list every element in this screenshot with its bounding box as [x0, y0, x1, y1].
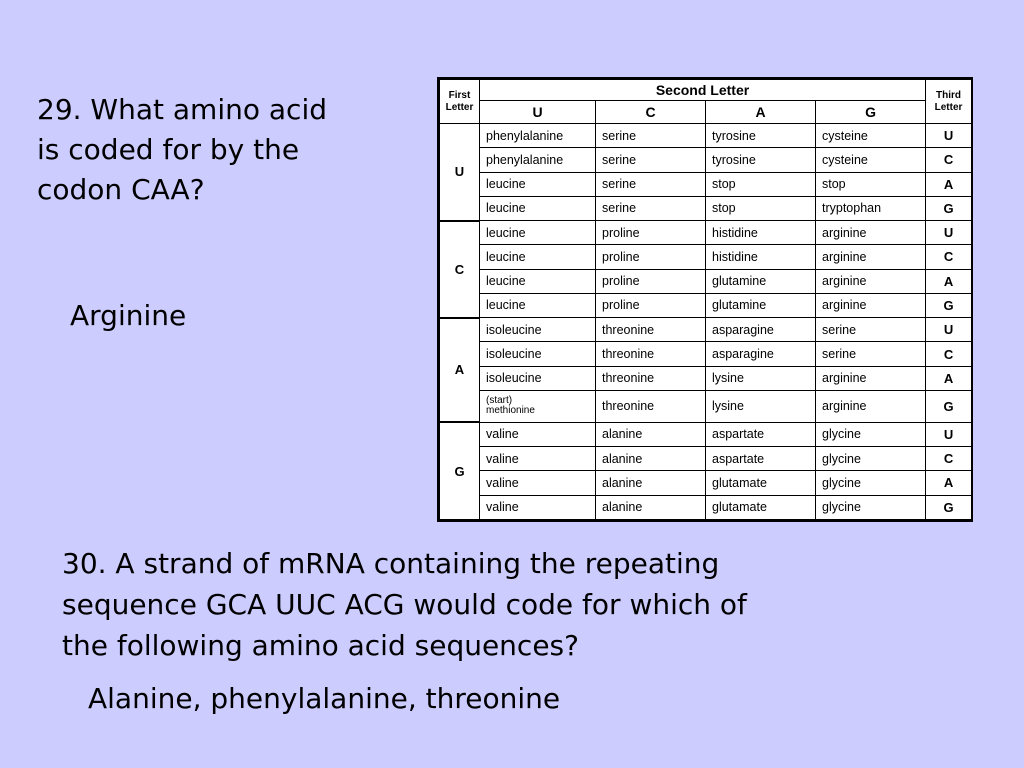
codon-cell: glycine — [816, 422, 926, 446]
codon-cell: cysteine — [816, 124, 926, 148]
question-29-line-1: 29. What amino acid — [37, 93, 327, 126]
codon-cell: tyrosine — [706, 124, 816, 148]
third-letter-cell: G — [926, 390, 972, 422]
third-letter-cell: A — [926, 269, 972, 293]
table-row — [440, 124, 972, 148]
codon-cell: histidine — [706, 221, 816, 245]
table-row — [440, 196, 972, 220]
codon-cell: proline — [596, 221, 706, 245]
codon-cell: leucine — [480, 293, 596, 317]
codon-cell: proline — [596, 293, 706, 317]
codon-cell: isoleucine — [480, 342, 596, 366]
codon-cell: serine — [596, 148, 706, 172]
codon-cell: stop — [706, 196, 816, 220]
first-letter-u: U — [440, 124, 480, 221]
third-letter-cell: C — [926, 342, 972, 366]
codon-cell: leucine — [480, 221, 596, 245]
codon-table-image — [437, 77, 973, 522]
codon-cell: phenylalanine — [480, 124, 596, 148]
table-row — [440, 172, 972, 196]
codon-cell: asparagine — [706, 318, 816, 342]
codon-cell: leucine — [480, 196, 596, 220]
codon-cell: aspartate — [706, 422, 816, 446]
first-letter-header-line-1: First — [448, 89, 471, 101]
table-row — [440, 495, 972, 519]
second-letter-header: Second Letter — [480, 80, 926, 101]
codon-cell: arginine — [816, 269, 926, 293]
codon-cell: glycine — [816, 495, 926, 519]
third-letter-header-line-2: Letter — [934, 101, 963, 113]
codon-cell: lysine — [706, 366, 816, 390]
question-30 — [62, 543, 962, 666]
codon-cell: arginine — [816, 390, 926, 422]
table-row — [440, 318, 972, 342]
codon-cell: cysteine — [816, 148, 926, 172]
codon-cell: threonine — [596, 318, 706, 342]
third-letter-cell: G — [926, 196, 972, 220]
codon-cell: leucine — [480, 245, 596, 269]
codon-cell: threonine — [596, 342, 706, 366]
question-29-line-3: codon CAA? — [37, 173, 205, 206]
codon-cell-start-methionine: (start) methionine — [480, 390, 596, 422]
codon-cell: arginine — [816, 221, 926, 245]
third-letter-cell: U — [926, 318, 972, 342]
codon-cell: glutamine — [706, 269, 816, 293]
table-row — [440, 245, 972, 269]
codon-cell: serine — [596, 196, 706, 220]
answer-29: Arginine — [70, 299, 187, 332]
codon-cell: isoleucine — [480, 318, 596, 342]
codon-cell: glutamate — [706, 471, 816, 495]
codon-cell: proline — [596, 269, 706, 293]
third-letter-cell: U — [926, 422, 972, 446]
codon-cell: arginine — [816, 245, 926, 269]
third-letter-cell: C — [926, 447, 972, 471]
table-row — [440, 221, 972, 245]
third-letter-cell: C — [926, 245, 972, 269]
first-letter-c: C — [440, 221, 480, 318]
codon-cell: valine — [480, 471, 596, 495]
question-30-line-1: 30. A strand of mRNA containing the repeating — [62, 547, 720, 580]
codon-cell: valine — [480, 422, 596, 446]
table-row — [440, 148, 972, 172]
table-row — [440, 269, 972, 293]
codon-cell: lysine — [706, 390, 816, 422]
codon-cell: proline — [596, 245, 706, 269]
codon-cell: glutamine — [706, 293, 816, 317]
third-letter-cell: A — [926, 366, 972, 390]
codon-cell: threonine — [596, 390, 706, 422]
third-letter-cell: C — [926, 148, 972, 172]
codon-cell: histidine — [706, 245, 816, 269]
codon-cell: glycine — [816, 447, 926, 471]
codon-cell: tyrosine — [706, 148, 816, 172]
table-row — [440, 447, 972, 471]
codon-cell: stop — [816, 172, 926, 196]
codon-table — [439, 79, 972, 520]
question-30-line-2: sequence GCA UUC ACG would code for which of — [62, 588, 747, 621]
question-29-line-2: is coded for by the — [37, 133, 300, 166]
codon-cell: stop — [706, 172, 816, 196]
question-29 — [37, 90, 387, 210]
codon-cell: leucine — [480, 172, 596, 196]
third-letter-cell: G — [926, 495, 972, 519]
column-header-a: A — [706, 101, 816, 124]
codon-cell: alanine — [596, 471, 706, 495]
codon-cell: tryptophan — [816, 196, 926, 220]
codon-cell: phenylalanine — [480, 148, 596, 172]
table-row — [440, 293, 972, 317]
codon-cell: glutamate — [706, 495, 816, 519]
table-row — [440, 471, 972, 495]
table-row — [440, 390, 972, 422]
codon-cell: isoleucine — [480, 366, 596, 390]
codon-cell: serine — [596, 172, 706, 196]
codon-cell: arginine — [816, 293, 926, 317]
codon-cell: glycine — [816, 471, 926, 495]
third-letter-cell: U — [926, 124, 972, 148]
codon-cell: valine — [480, 447, 596, 471]
codon-cell: serine — [816, 342, 926, 366]
codon-cell: alanine — [596, 495, 706, 519]
codon-cell: arginine — [816, 366, 926, 390]
first-letter-a: A — [440, 318, 480, 423]
answer-30: Alanine, phenylalanine, threonine — [88, 682, 561, 715]
third-letter-header-line-1: Third — [936, 89, 962, 101]
codon-cell: threonine — [596, 366, 706, 390]
codon-table-body — [440, 124, 972, 520]
codon-cell: aspartate — [706, 447, 816, 471]
codon-cell: asparagine — [706, 342, 816, 366]
codon-cell: alanine — [596, 422, 706, 446]
codon-cell: alanine — [596, 447, 706, 471]
column-header-c: C — [596, 101, 706, 124]
third-letter-cell: U — [926, 221, 972, 245]
codon-cell: serine — [596, 124, 706, 148]
table-row — [440, 366, 972, 390]
third-letter-cell: A — [926, 172, 972, 196]
question-30-line-3: the following amino acid sequences? — [62, 629, 580, 662]
first-letter-header-line-2: Letter — [445, 101, 474, 113]
column-header-g: G — [816, 101, 926, 124]
third-letter-cell: G — [926, 293, 972, 317]
third-letter-header — [926, 80, 972, 124]
first-letter-g: G — [440, 422, 480, 519]
codon-cell: leucine — [480, 269, 596, 293]
third-letter-cell: A — [926, 471, 972, 495]
column-header-u: U — [480, 101, 596, 124]
codon-cell: valine — [480, 495, 596, 519]
first-letter-header — [440, 80, 480, 124]
table-row — [440, 422, 972, 446]
table-row — [440, 342, 972, 366]
codon-cell: serine — [816, 318, 926, 342]
